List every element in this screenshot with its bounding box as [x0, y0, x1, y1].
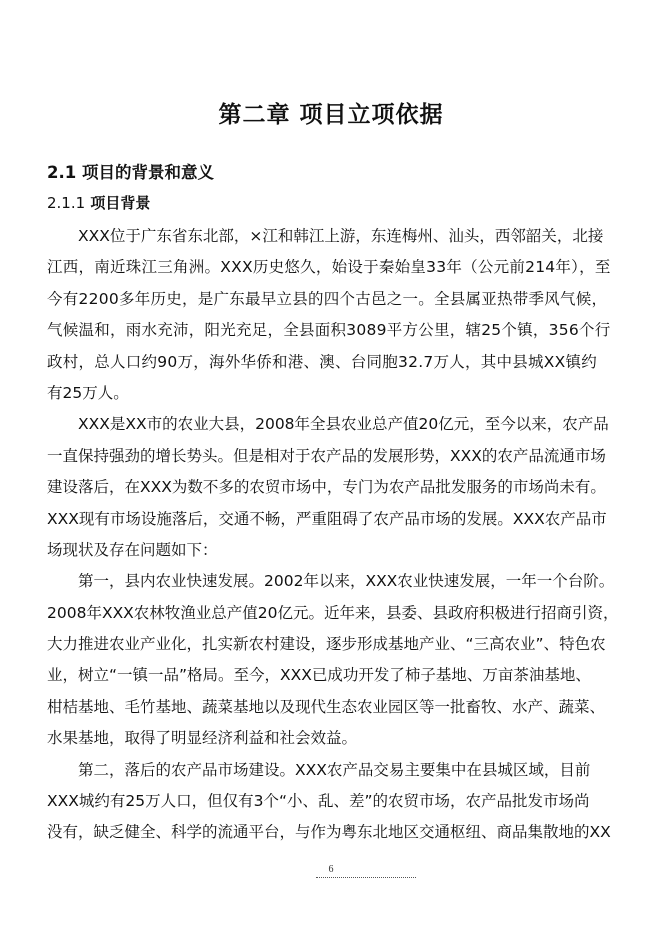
text-line: 水果基地，取得了明显经济利益和社会效益。 [47, 729, 358, 748]
section-title: 项目的背景和意义 [81, 163, 214, 182]
text-line: 业，树立“一镇一品”格局。至今，XXX已成功开发了柿子基地、万亩茶油基地、 [47, 666, 591, 685]
text-line: 建设落后，在XXX为数不多的农贸市场中，专门为农产品批发服务的市场尚未有。 [47, 478, 606, 497]
text-line: XXX现有市场设施落后，交通不畅，严重阻碍了农产品市场的发展。XXX农产品市 [47, 509, 607, 528]
subsection-title: 项目背景 [90, 194, 151, 212]
text-line: 第一，县内农业快速发展。2002年以来，XXX农业快速发展，一年一个台阶。 [78, 572, 615, 591]
text-line: 场现状及存在问题如下： [47, 540, 218, 559]
page-number: 6 [328, 864, 334, 875]
text-line: 2008年XXX农林牧渔业总产值20亿元。近年来，县委、县政府积极进行招商引资， [47, 603, 619, 622]
text-line: 柑桔基地、毛竹基地、蔬菜基地以及现代生态农业园区等一批畜牧、水产、蔬菜、 [47, 697, 606, 716]
text-line: 第二，落后的农产品市场建设。XXX农产品交易主要集中在县城区域，目前 [78, 760, 591, 779]
text-line: XXX位于广东省东北部，×江和韩江上游，东连梅州、汕头，西邻韶关，北接 [78, 227, 604, 245]
subsection-number: 2.1.1 [47, 194, 86, 212]
text-line: 大力推进农业产业化，扎实新农村建设，逐步形成基地产业、“三高农业”、特色农 [47, 635, 606, 654]
footer-divider [316, 877, 416, 878]
body-text [47, 221, 619, 849]
text-line: 江西，南近珠江三角洲。XXX历史悠久，始设于秦始皇33年（公元前214年），至 [47, 258, 611, 277]
text-line: 政村，总人口约90万，海外华侨和港、澳、台同胞32.7万人，其中县城XX镇约 [47, 352, 597, 371]
chapter-title: 第二章 项目立项依据 [218, 102, 444, 128]
subsection-heading [47, 192, 150, 213]
text-line: 今有2200多年历史，是广东最早立县的四个古邑之一。全县属亚热带季风气候， [47, 289, 608, 308]
text-line: 一直保持强劲的增长势头。但是相对于农产品的发展形势，XXX的农产品流通市场 [47, 446, 606, 465]
section-number: 2.1 [47, 163, 77, 182]
text-line: 气候温和，雨水充沛，阳光充足，全县面积3089平方公里，辖25个镇，356个行 [47, 321, 611, 340]
text-line: 有25万人。 [47, 383, 129, 402]
section-heading [47, 159, 214, 183]
text-line: 没有，缺乏健全、科学的流通平台，与作为粤东北地区交通枢纽、商品集散地的XX [47, 823, 611, 842]
text-line: XXX是XX市的农业大县，2008年全县农业总产值20亿元，至今以来，农产品 [78, 415, 609, 434]
text-line: XXX城约有25万人口，但仅有3个“小、乱、差”的农贸市场，农产品批发市场尚 [47, 792, 590, 811]
